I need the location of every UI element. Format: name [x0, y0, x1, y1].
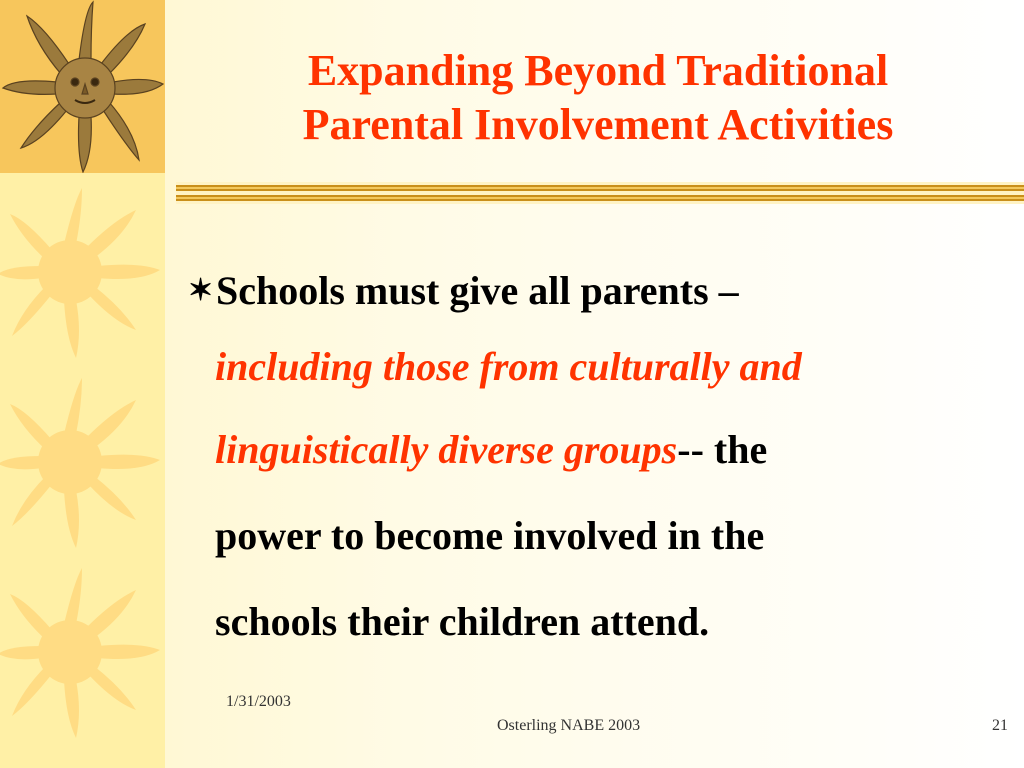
bullet-emphasis: including those from culturally and: [215, 344, 802, 389]
sidebar-decoration: [0, 0, 165, 768]
star-bullet-icon: ✶: [188, 274, 214, 307]
footer-author: Osterling NABE 2003: [497, 717, 641, 734]
sun-icon: [0, 372, 165, 552]
slide-title-line: Expanding Beyond Traditional: [307, 46, 889, 95]
sun-icon: [0, 562, 165, 742]
logo-panel: [0, 0, 165, 173]
bullet-emphasis: linguistically diverse groups: [215, 427, 678, 472]
bullet-text: -- the: [677, 427, 768, 472]
bronze-sun-face-icon: [0, 0, 165, 173]
slide-title-line: Parental Involvement Activities: [302, 100, 894, 149]
slide-title: [180, 44, 1016, 152]
sun-icon: [0, 182, 165, 362]
bullet-text: power to become involved in the: [215, 513, 765, 558]
title-divider: [176, 182, 1024, 204]
bullet-text: schools their children attend.: [215, 599, 710, 644]
footer-date: 1/31/2003: [226, 693, 291, 710]
slide-number: 21: [992, 717, 1008, 734]
bullet-text: Schools must give all parents –: [216, 268, 739, 313]
